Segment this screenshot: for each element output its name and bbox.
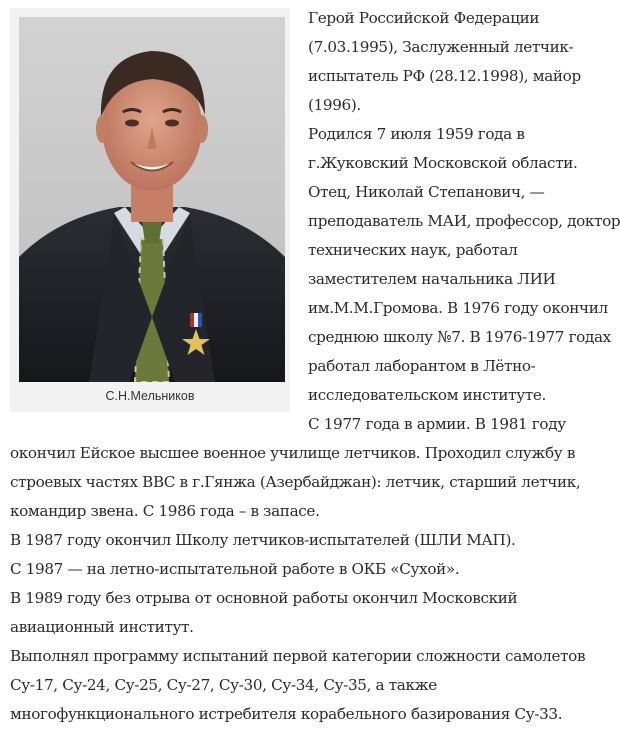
paragraph-test-pilot-school: В 1987 году окончил Школу летчиков-испытателей (ШЛИ МАП). xyxy=(10,531,516,549)
paragraph-awards: Герой Российской Федерации (7.03.1995), Заслуженный летчик-испытатель РФ (28.12.1998), майор (1996). xyxy=(308,9,581,114)
portrait-image xyxy=(19,17,285,382)
portrait-caption: С.Н.Мельников xyxy=(105,389,195,403)
paragraph-sukhoi: С 1987 — на летно-испытательной работе в ОКБ «Сухой». xyxy=(10,560,460,578)
paragraph-military-service: С 1977 года в армии. В 1981 году окончил Ейское высшее военное училище летчиков. Проходил службу в строевых частях ВВС в г.Гянжа (Азербайджан): летчик, старший летчик, командир звена. С 1986 года – в запасе. xyxy=(10,415,581,520)
paragraph-test-program: Выполнял программу испытаний первой категории сложности самолетов Су-17, Су-24, Су-25, Су-27, Су-30, Су-34, Су-35, а также многофункционального истребителя корабельного базирования Су-33. xyxy=(10,647,586,723)
portrait-photo xyxy=(19,17,285,382)
portrait-figure xyxy=(10,8,290,412)
paragraph-early-life: Родился 7 июля 1959 года в г.Жуковский Московской области. Отец, Николай Степанович, — преподаватель МАИ, профессор, доктор технических наук, работал заместителем начальника ЛИИ им.М.М.Громова. В 1976 году окончил среднюю школу №7. В 1976-1977 годах работал лаборантом в Лётно-исследовательском институте. xyxy=(308,125,620,404)
paragraph-mai: В 1989 году без отрыва от основной работы окончил Московский авиационный институт. xyxy=(10,589,518,636)
